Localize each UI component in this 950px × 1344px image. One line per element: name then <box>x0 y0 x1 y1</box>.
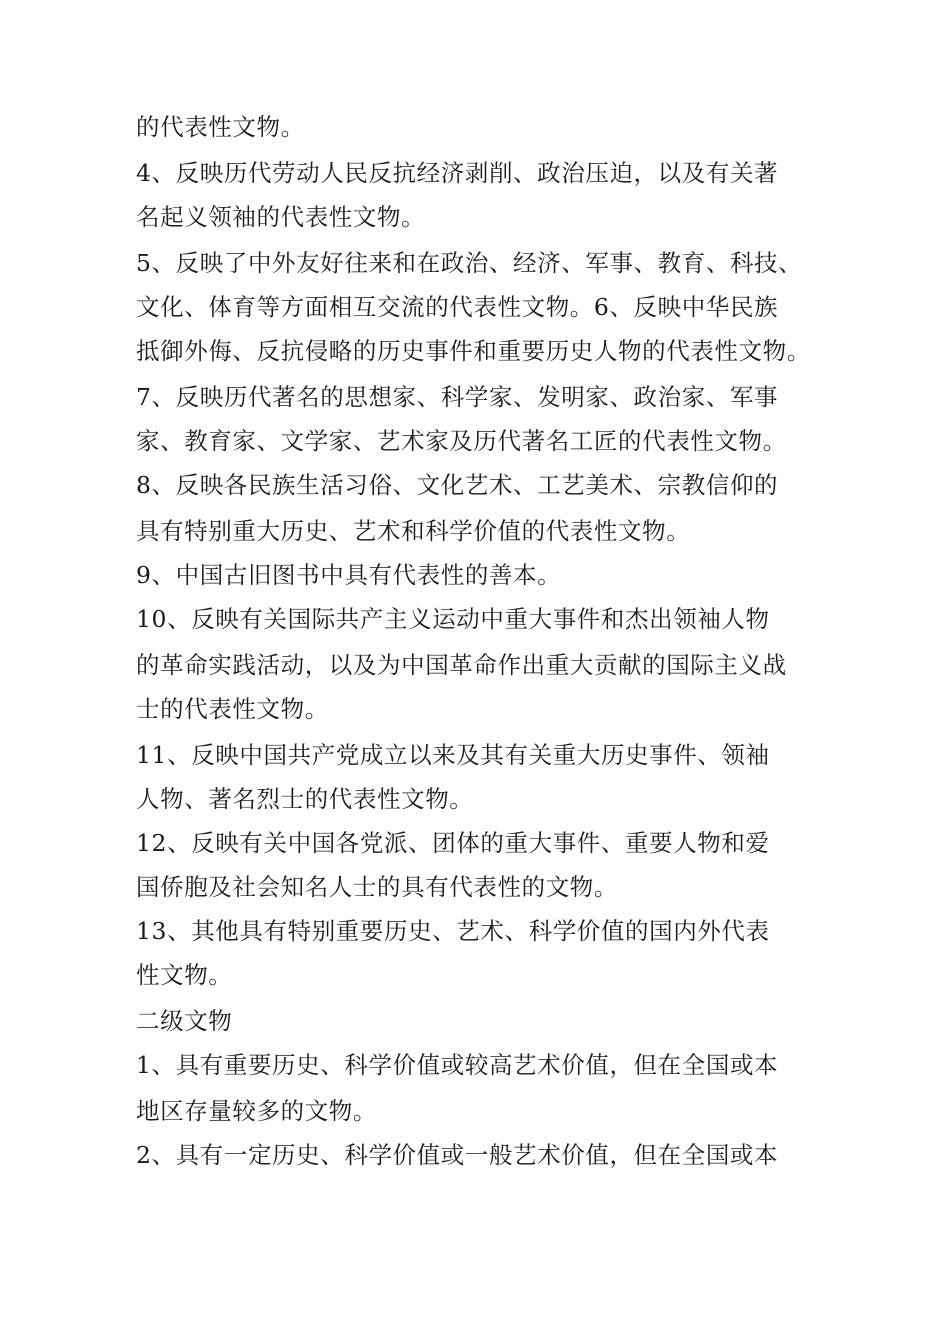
text-line: 地区存量较多的文物。 <box>136 1097 377 1125</box>
text-line: 4、反映历代劳动人民反抗经济剥削、政治压迫，以及有关著 <box>136 159 779 187</box>
text-line: 11、反映中国共产党成立以来及其有关重大历史事件、领袖 <box>136 741 770 769</box>
text-line: 的代表性文物。 <box>136 113 305 141</box>
text-line: 8、反映各民族生活习俗、文化艺术、工艺美术、宗教信仰的 <box>136 471 779 499</box>
text-line: 士的代表性文物。 <box>136 695 329 723</box>
text-line: 文化、体育等方面相互交流的代表性文物。6、反映中华民族 <box>136 293 779 321</box>
text-line: 性文物。 <box>136 961 233 989</box>
text-line: 的革命实践活动，以及为中国革命作出重大贡献的国际主义战 <box>136 651 787 679</box>
text-line: 1、具有重要历史、科学价值或较高艺术价值，但在全国或本 <box>136 1051 779 1079</box>
text-line: 名起义领袖的代表性文物。 <box>136 203 426 231</box>
text-line: 国侨胞及社会知名人士的具有代表性的文物。 <box>136 873 618 901</box>
text-line: 9、中国古旧图书中具有代表性的善本。 <box>136 561 562 589</box>
text-line: 12、反映有关中国各党派、团体的重大事件、重要人物和爱 <box>136 829 770 857</box>
text-line: 具有特别重大历史、艺术和科学价值的代表性文物。 <box>136 517 691 545</box>
text-line: 家、教育家、文学家、艺术家及历代著名工匠的代表性文物。 <box>136 427 787 455</box>
text-line: 5、反映了中外友好往来和在政治、经济、军事、教育、科技、 <box>136 249 803 277</box>
section-heading: 二级文物 <box>136 1007 233 1035</box>
text-line: 10、反映有关国际共产主义运动中重大事件和杰出领袖人物 <box>136 605 770 633</box>
text-line: 13、其他具有特别重要历史、艺术、科学价值的国内外代表 <box>136 917 770 945</box>
text-line: 抵御外侮、反抗侵略的历史事件和重要历史人物的代表性文物。 <box>136 337 811 365</box>
text-line: 2、具有一定历史、科学价值或一般艺术价值，但在全国或本 <box>136 1141 779 1169</box>
text-line: 人物、著名烈士的代表性文物。 <box>136 785 474 813</box>
text-line: 7、反映历代著名的思想家、科学家、发明家、政治家、军事 <box>136 383 779 411</box>
